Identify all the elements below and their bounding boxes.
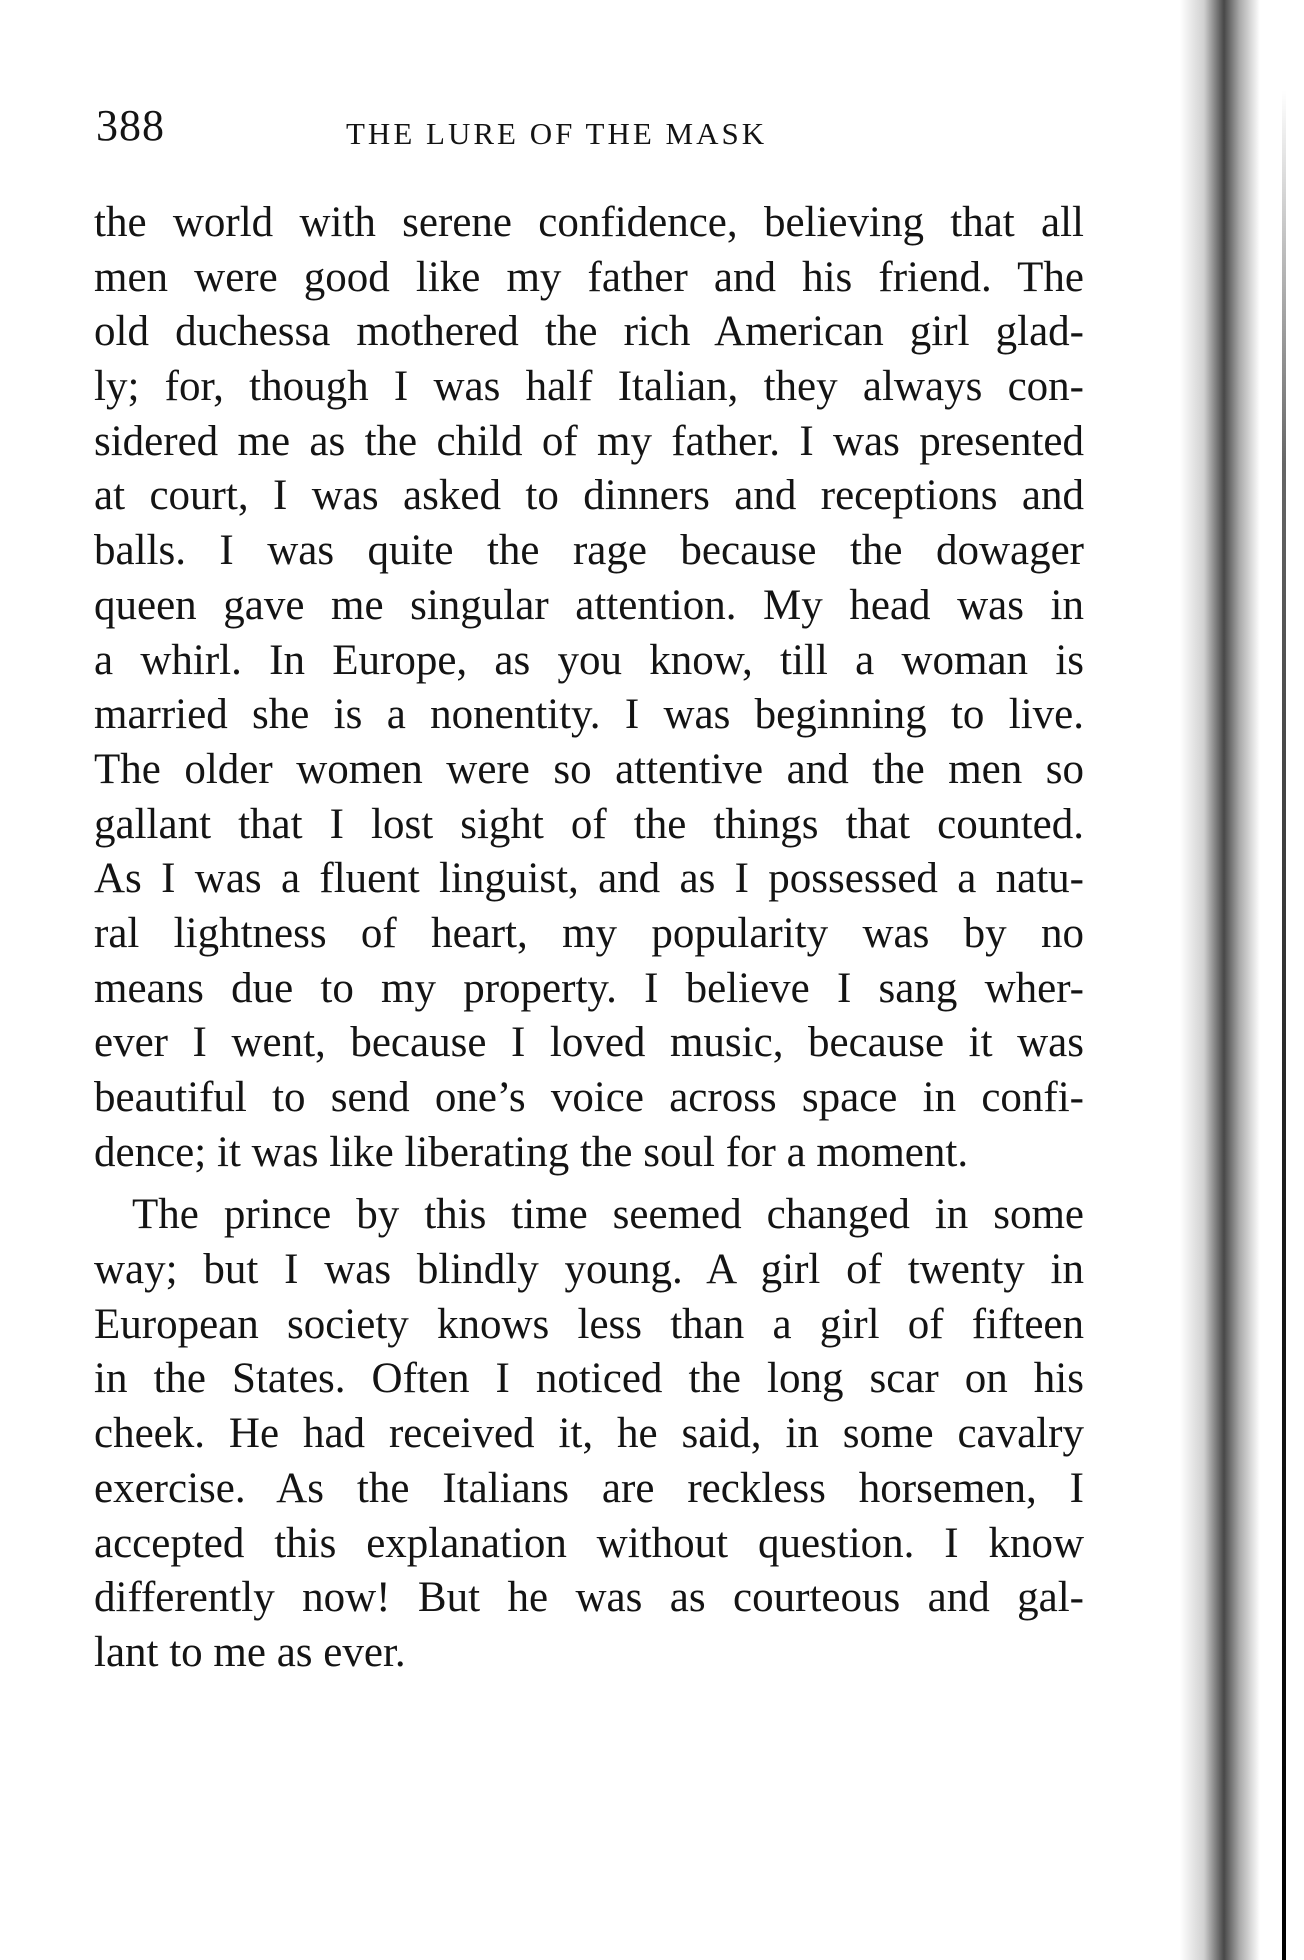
text-line: dence; it was like liberating the soul for a moment.	[94, 1128, 969, 1176]
paragraph-gap	[94, 1180, 1084, 1188]
text-line: in the States. Often I noticed the long scar on his	[94, 1355, 1084, 1403]
paragraph-1	[94, 196, 1084, 1180]
text-line: old duchessa mothered the rich American girl glad-	[94, 308, 1084, 356]
text-line: cheek. He had received it, he said, in some cavalry	[94, 1410, 1084, 1458]
text-line: accepted this explanation without question. I know	[94, 1519, 1084, 1567]
text-line: balls. I was quite the rage because the dowager	[94, 527, 1084, 575]
text-line: gallant that I lost sight of the things that counted.	[94, 800, 1084, 848]
text-line: queen gave me singular attention. My head was in	[94, 581, 1084, 629]
page-header	[96, 100, 1086, 160]
text-line: European society knows less than a girl of fifteen	[94, 1300, 1084, 1348]
text-line: As I was a fluent linguist, and as I possessed a natu-	[94, 855, 1084, 903]
text-line: The older women were so attentive and the men so	[94, 745, 1084, 793]
text-line: ever I went, because I loved music, because it was	[94, 1019, 1084, 1067]
text-line: ly; for, though I was half Italian, they always con-	[94, 363, 1084, 411]
text-line: sidered me as the child of my father. I was presented	[94, 417, 1084, 465]
text-line: beautiful to send one’s voice across space in confi-	[94, 1074, 1084, 1121]
text-line: at court, I was asked to dinners and receptions and	[94, 472, 1084, 520]
page-number: 388	[96, 101, 165, 150]
body-text	[94, 196, 1084, 1681]
text-line: exercise. As the Italians are reckless horsemen, I	[94, 1464, 1084, 1512]
text-line: differently now! But he was as courteous and gal-	[94, 1574, 1084, 1622]
text-line: ral lightness of heart, my popularity was by no	[94, 909, 1084, 957]
text-line: lant to me as ever.	[94, 1628, 406, 1676]
text-line: a whirl. In Europe, as you know, till a woman is	[94, 636, 1084, 684]
text-line: the world with serene confidence, believing that all	[94, 199, 1084, 246]
binding-gutter	[1154, 0, 1304, 1960]
text-line: married she is a nonentity. I was beginning to live.	[94, 691, 1084, 739]
binding-shadow	[1180, 0, 1260, 1960]
paragraph-2	[94, 1188, 1084, 1680]
text-line: The prince by this time seemed changed in some	[132, 1191, 1084, 1239]
text-line: means due to my property. I believe I sang wher-	[94, 964, 1084, 1012]
text-line: men were good like my father and his friend. The	[94, 253, 1084, 301]
running-head: THE LURE OF THE MASK	[346, 116, 768, 151]
text-line: way; but I was blindly young. A girl of twenty in	[94, 1246, 1084, 1294]
page-edge-line	[1282, 90, 1286, 1960]
